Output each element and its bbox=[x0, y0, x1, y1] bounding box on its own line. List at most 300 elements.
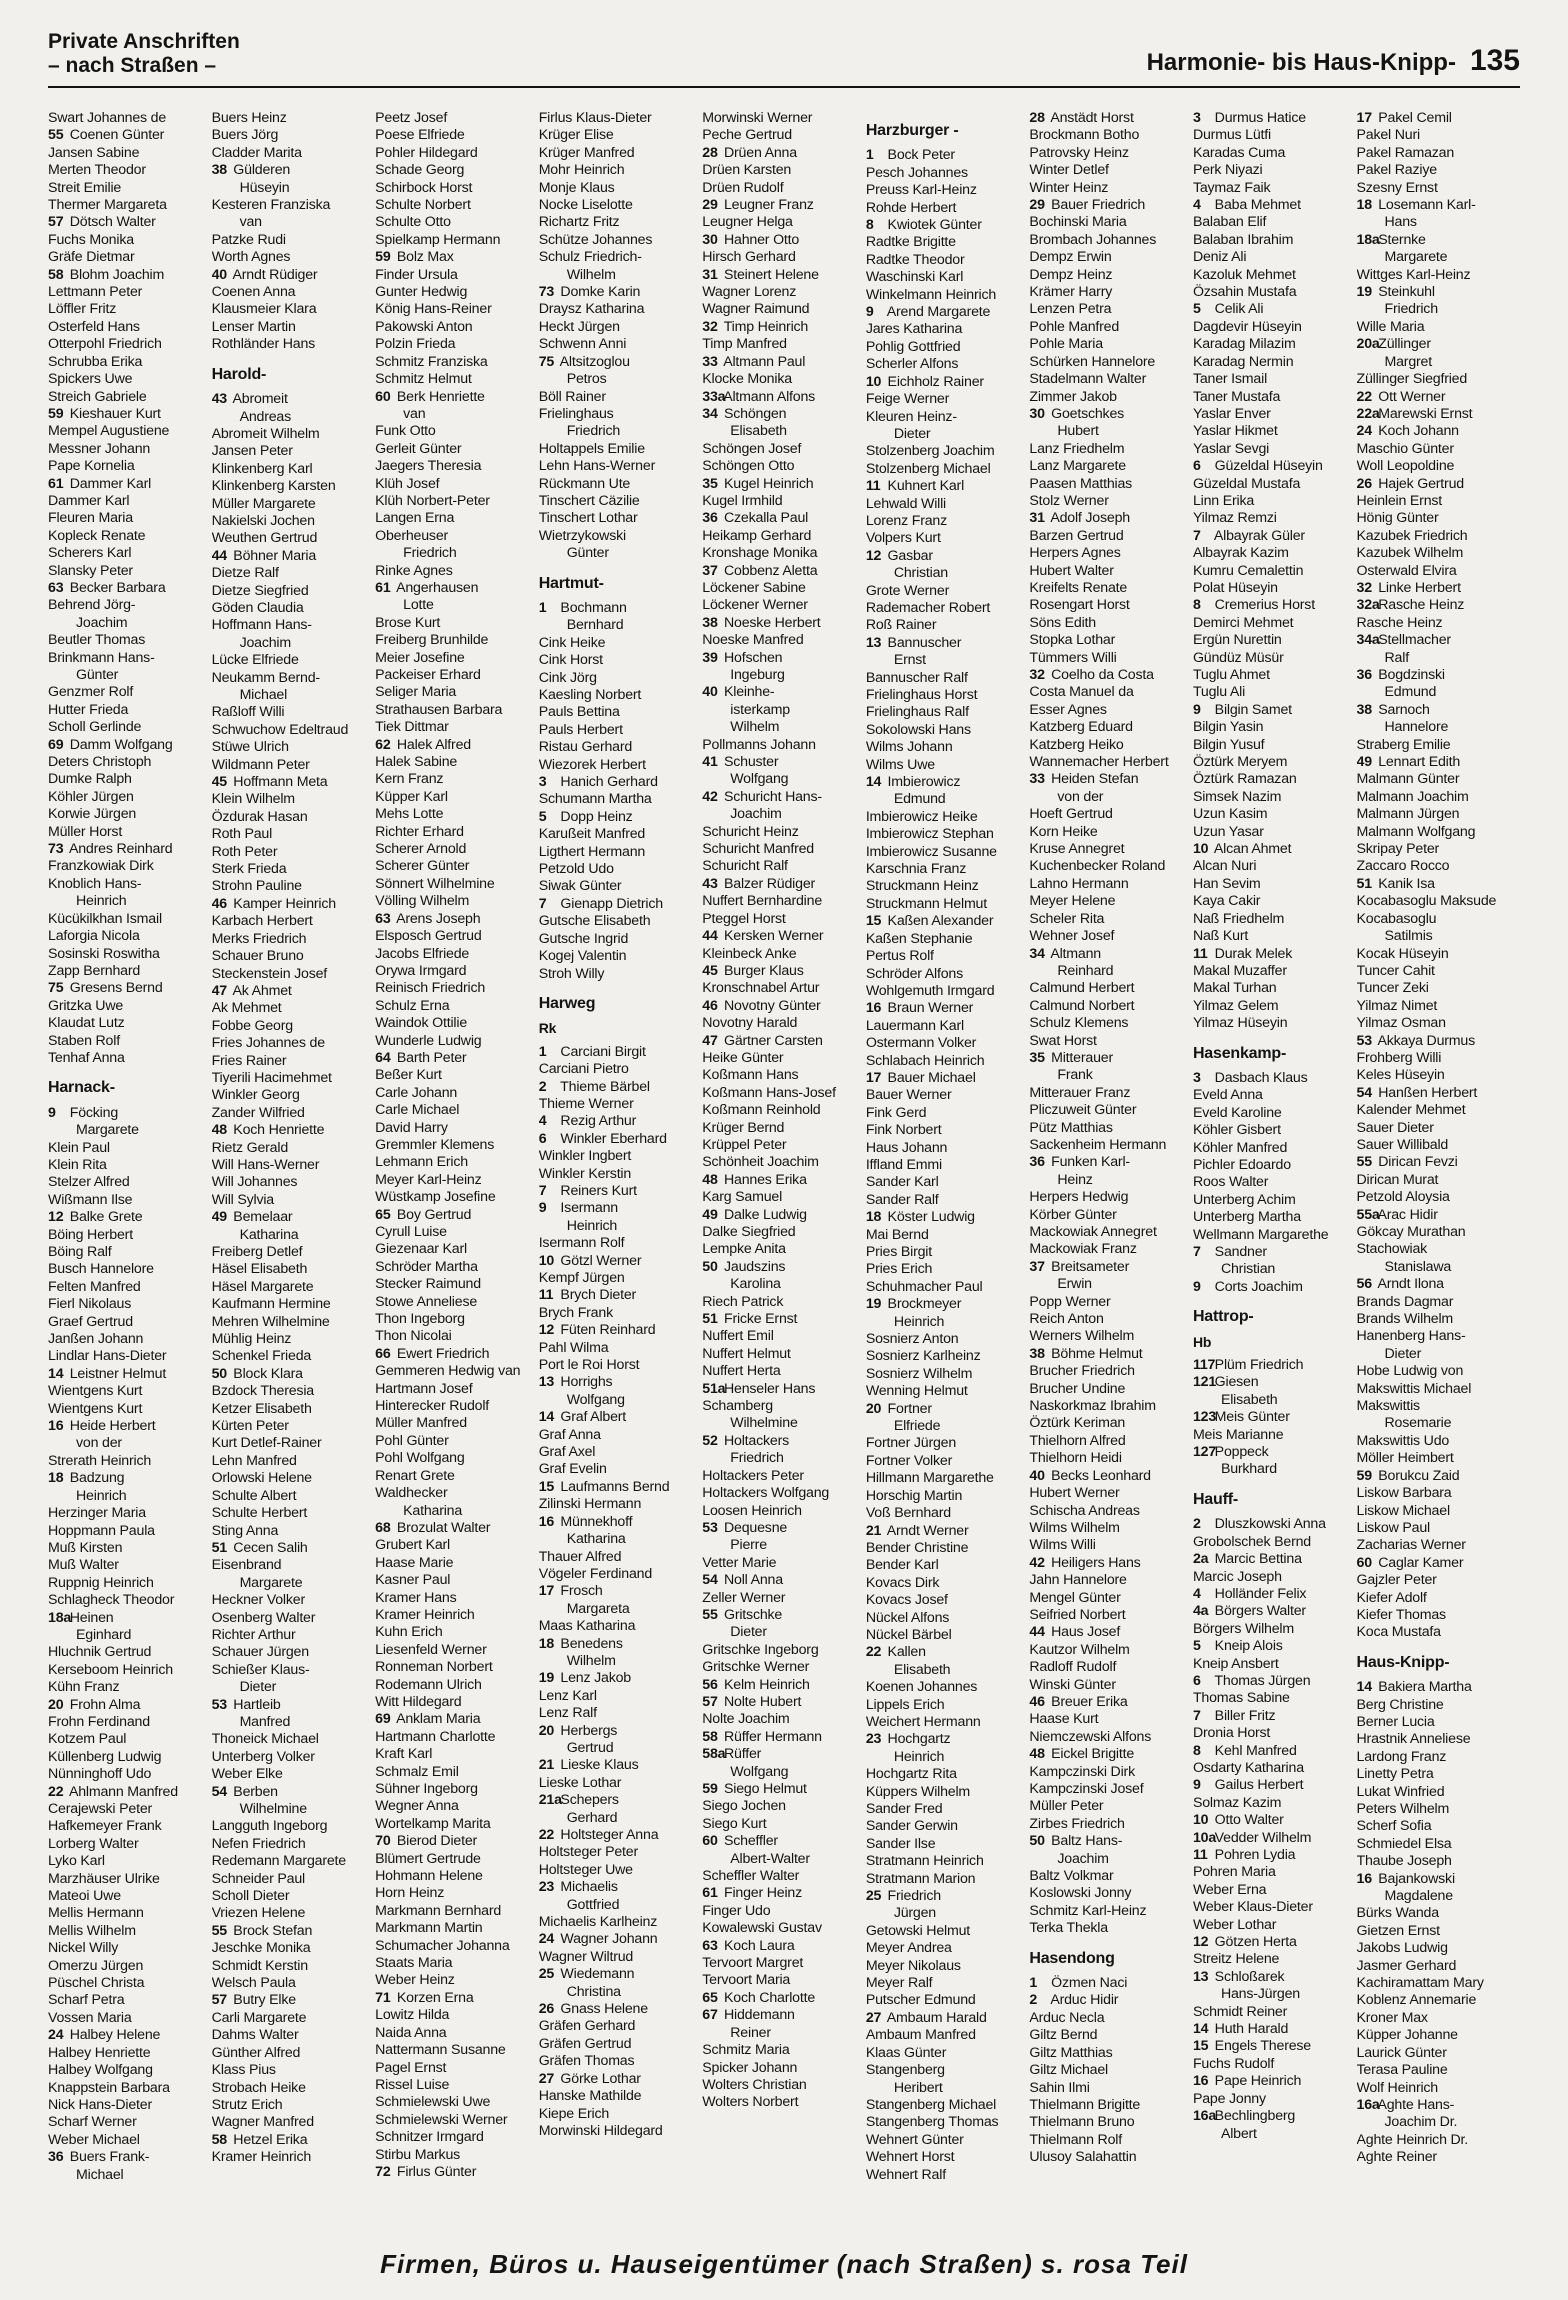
resident-entry: Liskow Barbara bbox=[1356, 1485, 1452, 1502]
resident-entry: Kneip Ansbert bbox=[1192, 1655, 1279, 1672]
resident-entry: Stowe Anneliese bbox=[375, 1293, 478, 1310]
resident-entry: Schamberg bbox=[702, 1398, 774, 1415]
resident-entry bbox=[702, 1746, 858, 1763]
resident-entry: Deniz Ali bbox=[1192, 249, 1247, 266]
resident-entry: Raßloff Willi bbox=[211, 704, 285, 721]
resident-name: Dötsch Walter bbox=[66, 214, 156, 231]
resident-entry: Drüen Karsten bbox=[702, 162, 792, 179]
house-number: 10 bbox=[1192, 1812, 1209, 1829]
resident-name: Blohm Joachim bbox=[66, 266, 165, 283]
resident-entry: Pohl Günter bbox=[375, 1432, 449, 1449]
resident-entry: Osterfeld Hans bbox=[48, 318, 140, 335]
resident-name: Friedrich bbox=[883, 1888, 941, 1905]
resident-entry: Koblenz Annemarie bbox=[1356, 1992, 1477, 2009]
entry-continuation: Margarete bbox=[239, 1574, 303, 1591]
resident-name: Börgers Walter bbox=[1210, 1603, 1306, 1620]
resident-name: Steinert Helene bbox=[720, 266, 819, 283]
section-title-line1: Private Anschriften bbox=[48, 30, 240, 53]
resident-entry bbox=[1193, 1638, 1349, 1655]
resident-entry: Schulz Erna bbox=[375, 997, 450, 1014]
resident-entry: Holtackers Wolfgang bbox=[702, 1485, 830, 1502]
resident-entry: Sönnert Wilhelmine bbox=[375, 875, 495, 892]
resident-name: Aghte Hans- bbox=[1374, 2096, 1455, 2113]
resident-entry: Tinschert Cäzilie bbox=[538, 492, 640, 509]
resident-entry: Wolf Heinrich bbox=[1356, 2079, 1438, 2096]
resident-entry bbox=[1193, 1444, 1349, 1461]
resident-entry: Naida Anna bbox=[375, 2024, 447, 2041]
resident-entry: Keles Hüseyin bbox=[1356, 1067, 1445, 1084]
resident-entry: Richter Arthur bbox=[211, 1626, 296, 1643]
resident-name: Hetzel Erika bbox=[229, 2131, 308, 2148]
resident-entry: Costa Manuel da bbox=[1029, 684, 1134, 701]
resident-entry bbox=[1193, 946, 1349, 963]
house-number: 32 bbox=[702, 318, 718, 335]
resident-entry: Pries Birgit bbox=[865, 1244, 933, 1260]
resident-name: Koch Johann bbox=[1374, 423, 1459, 440]
resident-entry: Iffland Emmi bbox=[865, 1156, 942, 1173]
resident-entry: Mehren Wilhelmine bbox=[211, 1313, 330, 1330]
resident-entry bbox=[702, 1520, 858, 1537]
resident-entry: Lehn Hans-Werner bbox=[538, 458, 656, 475]
resident-name: Kelm Heinrich bbox=[720, 1676, 810, 1693]
resident-entry: Wolters Christian bbox=[702, 2076, 807, 2093]
resident-entry: Lorberg Walter bbox=[48, 1835, 139, 1852]
resident-entry: Stangenberg bbox=[865, 2062, 945, 2079]
resident-entry: Merten Theodor bbox=[48, 162, 146, 179]
resident-entry: Kroner Max bbox=[1356, 2009, 1428, 2026]
house-number: 29 bbox=[1029, 197, 1045, 214]
resident-entry: Lenz Karl bbox=[538, 1687, 597, 1704]
resident-entry bbox=[1193, 110, 1349, 127]
entry-continuation: Elisabeth bbox=[730, 423, 787, 440]
resident-entry bbox=[1193, 1934, 1349, 1951]
resident-name: Arac Hidir bbox=[1374, 1206, 1438, 1223]
house-number: 43 bbox=[211, 391, 227, 408]
resident-entry: Weuthen Gertrud bbox=[211, 530, 318, 547]
resident-name: Kneip Alois bbox=[1210, 1638, 1283, 1655]
house-number: 27 bbox=[538, 2070, 555, 2087]
resident-entry: Nuffert Helmut bbox=[702, 1345, 791, 1362]
resident-entry: Hochgartz Rita bbox=[865, 1766, 957, 1783]
house-number: 7 bbox=[1192, 527, 1201, 544]
resident-entry bbox=[1193, 1969, 1349, 1986]
resident-entry: Bender Christine bbox=[865, 1539, 969, 1556]
resident-entry: Calmund Herbert bbox=[1029, 980, 1135, 997]
resident-entry: Hubert Werner bbox=[1029, 1485, 1120, 1502]
resident-entry: Linetty Petra bbox=[1356, 1766, 1434, 1783]
resident-entry bbox=[1193, 1708, 1349, 1725]
resident-entry: Witt Hildegard bbox=[375, 1693, 462, 1710]
resident-entry: Karadas Cuma bbox=[1192, 144, 1286, 161]
resident-entry: Thoneick Michael bbox=[211, 1731, 319, 1748]
house-number: 17 bbox=[538, 1583, 555, 1600]
entry-continuation: Joachim bbox=[1057, 1850, 1109, 1867]
resident-entry bbox=[1357, 1871, 1513, 1888]
resident-entry bbox=[48, 1610, 204, 1627]
resident-entry bbox=[702, 1833, 858, 1850]
entry-continuation: Heinrich bbox=[76, 1487, 127, 1504]
resident-entry: Tiyerili Hacimehmet bbox=[211, 1069, 332, 1086]
resident-name: Kaßen Alexander bbox=[883, 913, 994, 930]
resident-entry: Niemczewski Alfons bbox=[1029, 1728, 1152, 1745]
entry-continuation: Hubert bbox=[1057, 423, 1099, 440]
resident-entry bbox=[539, 1287, 695, 1304]
resident-entry bbox=[702, 1572, 858, 1589]
resident-entry: Malmann Wolfgang bbox=[1356, 823, 1476, 840]
resident-entry: Markmann Bernhard bbox=[375, 1902, 502, 1919]
resident-entry bbox=[1193, 1357, 1349, 1374]
resident-entry bbox=[1193, 1830, 1349, 1847]
resident-entry: Löffler Fritz bbox=[48, 301, 117, 318]
resident-entry: Pollmanns Johann bbox=[702, 736, 816, 753]
house-number: 9 bbox=[1192, 1777, 1201, 1794]
resident-entry: Meyer Helene bbox=[1029, 893, 1116, 910]
house-number: 41 bbox=[702, 754, 718, 771]
resident-entry bbox=[1357, 876, 1513, 893]
resident-entry: Pakel Raziye bbox=[1356, 162, 1437, 179]
resident-entry: Dalke Siegfried bbox=[702, 1224, 796, 1240]
house-number: 61 bbox=[702, 1885, 718, 1902]
house-number: 117 bbox=[1192, 1357, 1216, 1374]
resident-entry: Lorenz Franz bbox=[865, 512, 947, 529]
resident-name: Brozulat Walter bbox=[393, 1519, 491, 1536]
resident-name: Bechlingberg bbox=[1210, 2108, 1296, 2125]
resident-entry: Woll Leopoldine bbox=[1356, 458, 1455, 475]
resident-entry: Ak Mehmet bbox=[211, 1000, 282, 1017]
resident-entry: Katzberg Eduard bbox=[1029, 719, 1133, 736]
resident-name: Heiligers Hans bbox=[1047, 1554, 1141, 1571]
resident-entry: Lieske Lothar bbox=[538, 1774, 622, 1791]
resident-entry bbox=[1193, 1812, 1349, 1829]
resident-entry bbox=[212, 1122, 368, 1139]
entry-continuation: Dieter bbox=[730, 1624, 767, 1641]
house-number: 38 bbox=[1029, 1345, 1045, 1362]
resident-entry: Schmidt Kerstin bbox=[211, 1957, 308, 1974]
resident-entry bbox=[1357, 2097, 1513, 2114]
resident-name: Gienapp Dietrich bbox=[556, 895, 663, 912]
resident-entry: Naß Friedhelm bbox=[1192, 910, 1285, 927]
resident-entry: Carle Michael bbox=[375, 1102, 460, 1119]
resident-entry: Thon Ingeborg bbox=[375, 1311, 465, 1328]
resident-entry: Weber Elke bbox=[211, 1766, 283, 1783]
resident-entry: Vriezen Helene bbox=[211, 1905, 306, 1922]
resident-name: Graf Albert bbox=[556, 1409, 627, 1426]
resident-entry: Yilmaz Remzi bbox=[1192, 510, 1277, 527]
resident-entry: Hobe Ludwig von bbox=[1356, 1363, 1464, 1380]
resident-entry: Winkelmann Heinrich bbox=[865, 286, 997, 303]
resident-entry: Waschinski Karl bbox=[865, 269, 964, 286]
entry-continuation: Erwin bbox=[1057, 1276, 1092, 1293]
resident-name: Baltz Hans- bbox=[1047, 1833, 1123, 1850]
resident-entry: Mellis Wilhelm bbox=[48, 1922, 136, 1939]
resident-name: Cremerius Horst bbox=[1210, 597, 1315, 614]
resident-entry: Koca Mustafa bbox=[1356, 1624, 1441, 1641]
resident-entry: Kuhn Erich bbox=[375, 1624, 443, 1641]
resident-entry bbox=[1029, 197, 1185, 214]
resident-entry: Staben Rolf bbox=[48, 1032, 120, 1049]
entry-continuation: Pierre bbox=[730, 1537, 767, 1554]
house-number: 18 bbox=[48, 1470, 64, 1487]
resident-entry: Albayrak Kazim bbox=[1192, 545, 1289, 562]
resident-entry: Weber Heinz bbox=[375, 1972, 455, 1989]
resident-entry: Schulte Otto bbox=[375, 214, 451, 231]
resident-entry: Yilmaz Hüseyin bbox=[1192, 1015, 1288, 1032]
house-number: 47 bbox=[702, 1032, 718, 1049]
resident-entry: Reinisch Friedrich bbox=[375, 980, 486, 997]
resident-entry: Kocabasoglu Maksude bbox=[1356, 893, 1497, 910]
resident-entry bbox=[702, 650, 858, 667]
resident-entry: Freiberg Detlef bbox=[211, 1244, 303, 1260]
resident-name: Cobbenz Aletta bbox=[720, 562, 818, 579]
resident-entry: Pütz Matthias bbox=[1029, 1119, 1113, 1136]
resident-name: Haus Josef bbox=[1047, 1624, 1121, 1641]
resident-entry bbox=[212, 774, 368, 791]
resident-name: Altmann Alfons bbox=[720, 388, 816, 405]
resident-entry: Omerzu Jürgen bbox=[48, 1957, 144, 1974]
resident-entry: Yilmaz Osman bbox=[1356, 1015, 1446, 1032]
house-number: 69 bbox=[48, 736, 64, 753]
resident-entry: Stopka Lothar bbox=[1029, 632, 1116, 649]
resident-entry: Schulte Herbert bbox=[211, 1505, 308, 1522]
resident-entry bbox=[702, 876, 858, 893]
directory-column-2 bbox=[212, 110, 376, 2248]
entry-continuation: Edmund bbox=[1384, 684, 1437, 701]
resident-entry: Balaban Elif bbox=[1192, 214, 1267, 231]
resident-entry: Ruppnig Heinrich bbox=[48, 1574, 154, 1591]
resident-entry: Riech Patrick bbox=[702, 1293, 784, 1310]
resident-name: Gülderen bbox=[229, 162, 291, 179]
house-number: 22 bbox=[48, 1783, 64, 1800]
resident-entry: Waindok Ottilie bbox=[375, 1015, 468, 1032]
resident-entry: Fuchs Rudolf bbox=[1192, 2055, 1275, 2072]
resident-entry bbox=[48, 580, 204, 597]
house-number: 55 bbox=[1356, 1154, 1372, 1171]
resident-entry: Klass Pius bbox=[211, 2062, 276, 2079]
resident-entry bbox=[866, 1888, 1022, 1905]
resident-entry: Siego Jochen bbox=[702, 1798, 786, 1815]
resident-name: Poppeck bbox=[1210, 1444, 1269, 1461]
resident-entry bbox=[212, 162, 368, 179]
resident-entry bbox=[1193, 1777, 1349, 1794]
resident-entry: Scholl Gerlinde bbox=[48, 719, 142, 736]
resident-entry bbox=[48, 214, 204, 231]
resident-entry: Deters Christoph bbox=[48, 754, 152, 771]
resident-entry: Stratmann Marion bbox=[865, 1870, 976, 1887]
house-number: 51 bbox=[211, 1539, 227, 1556]
resident-entry: Frielinghaus Horst bbox=[865, 687, 978, 703]
resident-entry bbox=[866, 374, 1022, 391]
resident-entry: Karbach Herbert bbox=[211, 913, 313, 930]
resident-entry: Packeiser Erhard bbox=[375, 667, 481, 683]
resident-entry: Jansen Sabine bbox=[48, 144, 140, 161]
resident-entry bbox=[702, 406, 858, 423]
resident-entry: Mühlig Heinz bbox=[211, 1331, 292, 1348]
resident-entry bbox=[212, 391, 368, 408]
resident-entry: Hluchnik Gertrud bbox=[48, 1644, 152, 1661]
resident-entry bbox=[48, 1209, 204, 1226]
resident-name: Hanich Gerhard bbox=[556, 774, 658, 791]
resident-entry bbox=[48, 1697, 204, 1714]
resident-entry bbox=[866, 1296, 1022, 1313]
resident-entry: Nefen Friedrich bbox=[211, 1835, 306, 1852]
house-number: 28 bbox=[1029, 110, 1045, 126]
house-number: 7 bbox=[1192, 1244, 1201, 1260]
resident-entry bbox=[702, 928, 858, 945]
resident-entry: Pape Jonny bbox=[1192, 2090, 1266, 2107]
resident-entry: Sander Gerwin bbox=[865, 1818, 958, 1835]
house-number: 63 bbox=[702, 1937, 718, 1954]
resident-name: Holländer Felix bbox=[1210, 1585, 1307, 1602]
entry-continuation: Dieter bbox=[893, 425, 931, 442]
resident-entry: Barzen Gertrud bbox=[1029, 527, 1124, 544]
entry-continuation: Christina bbox=[566, 1983, 621, 2000]
entry-continuation: Friedrich bbox=[1384, 301, 1438, 318]
entry-continuation: Lotte bbox=[403, 597, 434, 614]
house-number: 127 bbox=[1192, 1444, 1217, 1461]
entry-continuation: Heinrich bbox=[893, 1748, 945, 1765]
house-number: 49 bbox=[211, 1209, 227, 1226]
resident-name: Thomas Jürgen bbox=[1210, 1672, 1311, 1689]
resident-name: Angerhausen bbox=[393, 579, 479, 596]
resident-entry: Petzold Udo bbox=[538, 861, 614, 878]
resident-entry bbox=[1029, 406, 1185, 423]
resident-entry: Rückmann Ute bbox=[538, 475, 631, 492]
resident-entry: Jeschke Monika bbox=[211, 1940, 311, 1957]
resident-entry: Nuffert Herta bbox=[702, 1363, 781, 1380]
resident-entry: Kesteren Franziska bbox=[211, 197, 331, 214]
resident-entry bbox=[1357, 476, 1513, 493]
resident-entry: Pohlig Gottfried bbox=[865, 338, 961, 355]
house-number: 60 bbox=[375, 388, 391, 405]
resident-entry bbox=[702, 563, 858, 580]
directory-columns bbox=[48, 110, 1520, 2248]
resident-entry: Swat Horst bbox=[1029, 1032, 1097, 1049]
resident-entry: Brands Wilhelm bbox=[1356, 1311, 1454, 1328]
house-number: 16 bbox=[865, 1000, 882, 1017]
resident-entry: Korwie Jürgen bbox=[48, 806, 137, 823]
resident-name: Firlus Günter bbox=[393, 2163, 477, 2180]
resident-entry: Solmaz Kazim bbox=[1192, 1794, 1282, 1811]
resident-entry: Pohren Maria bbox=[1192, 1864, 1276, 1881]
resident-name: Görke Lothar bbox=[556, 2070, 641, 2087]
house-number: 7 bbox=[538, 1182, 547, 1199]
resident-entry bbox=[702, 232, 858, 249]
resident-entry: Maschio Günter bbox=[1356, 440, 1454, 457]
resident-entry: Karg Samuel bbox=[702, 1189, 783, 1206]
resident-entry: Müller Manfred bbox=[375, 1415, 467, 1432]
entry-continuation: van bbox=[239, 214, 262, 231]
entry-continuation: Elisabeth bbox=[893, 1661, 951, 1678]
resident-entry bbox=[539, 1253, 695, 1270]
resident-entry: Lehn Manfred bbox=[211, 1452, 297, 1469]
resident-entry: Mackowiak Annegret bbox=[1029, 1224, 1157, 1240]
resident-entry: Yilmaz Nimet bbox=[1356, 997, 1438, 1014]
entry-continuation: Heinrich bbox=[566, 1217, 618, 1234]
resident-entry: Brose Kurt bbox=[375, 614, 441, 631]
house-number: 18a bbox=[1356, 231, 1380, 248]
resident-entry: Jares Katharina bbox=[865, 321, 963, 338]
resident-entry: Stadelmann Walter bbox=[1029, 371, 1147, 388]
resident-entry: Sander Fred bbox=[865, 1801, 943, 1817]
resident-entry: Dempz Erwin bbox=[1029, 249, 1112, 266]
resident-entry: Streich Gabriele bbox=[48, 388, 147, 405]
resident-entry: Janßen Johann bbox=[48, 1331, 144, 1348]
resident-entry bbox=[866, 1523, 1022, 1540]
entry-continuation: Hüseyin bbox=[239, 179, 290, 196]
resident-name: Arend Margarete bbox=[883, 304, 991, 321]
resident-entry bbox=[375, 1050, 531, 1067]
resident-entry: Fries Rainer bbox=[211, 1052, 287, 1069]
resident-name: Dopp Heinz bbox=[556, 808, 633, 825]
resident-name: Ewert Friedrich bbox=[393, 1345, 490, 1362]
house-number: 59 bbox=[1356, 1467, 1372, 1484]
house-number: 59 bbox=[48, 405, 64, 422]
resident-entry: Poese Elfriede bbox=[375, 127, 465, 144]
resident-entry: Merks Friedrich bbox=[211, 930, 307, 947]
street-heading: Harzburger - bbox=[865, 122, 959, 139]
entry-continuation: Heinrich bbox=[893, 1313, 945, 1330]
resident-name: Münnekhoff bbox=[556, 1513, 633, 1530]
resident-entry: Gündüz Müsür bbox=[1192, 649, 1284, 666]
house-number: 45 bbox=[702, 962, 718, 979]
resident-entry bbox=[539, 1079, 695, 1096]
resident-entry bbox=[375, 1207, 531, 1224]
resident-entry: Herpers Agnes bbox=[1029, 545, 1121, 562]
resident-entry: Will Sylvia bbox=[211, 1191, 274, 1208]
resident-entry: Wientgens Kurt bbox=[48, 1400, 143, 1417]
resident-entry: Löckener Sabine bbox=[702, 579, 806, 596]
resident-entry bbox=[1193, 1847, 1349, 1864]
resident-entry: Tenhaf Anna bbox=[48, 1049, 125, 1066]
resident-name: Fricke Ernst bbox=[720, 1311, 798, 1328]
resident-entry: Nattermann Susanne bbox=[375, 2042, 506, 2059]
resident-entry: Karadag Nermin bbox=[1192, 353, 1294, 370]
resident-entry: Fortner Jürgen bbox=[865, 1435, 957, 1452]
resident-entry bbox=[866, 913, 1022, 930]
resident-entry: Preuss Karl-Heinz bbox=[865, 182, 977, 199]
resident-entry: Heinlein Ernst bbox=[1356, 492, 1443, 509]
entry-continuation: Wilhelmine bbox=[239, 1801, 307, 1817]
section-title-line2: – nach Straßen – bbox=[48, 54, 217, 77]
resident-name: Wagner Johann bbox=[556, 1931, 658, 1948]
resident-name: Durmus Hatice bbox=[1210, 110, 1306, 126]
resident-entry: Firlus Klaus-Dieter bbox=[538, 110, 652, 126]
resident-entry: Sterk Frieda bbox=[211, 861, 287, 878]
resident-entry: Gräfen Thomas bbox=[538, 2053, 635, 2070]
resident-entry: Meyer Andrea bbox=[865, 1940, 952, 1957]
resident-name: Koch Charlotte bbox=[720, 1989, 816, 2006]
resident-name: Biller Fritz bbox=[1210, 1707, 1276, 1724]
resident-entry bbox=[1193, 2038, 1349, 2055]
house-number: 38 bbox=[211, 162, 227, 179]
house-number: 46 bbox=[702, 997, 718, 1014]
entry-continuation: Günter bbox=[76, 667, 119, 683]
resident-name: Adolf Joseph bbox=[1047, 510, 1130, 527]
resident-entry: Schauer Bruno bbox=[211, 948, 304, 965]
house-number: 50 bbox=[211, 1365, 227, 1382]
resident-entry: Sauer Dieter bbox=[1356, 1119, 1434, 1136]
resident-entry: Wellmann Margarethe bbox=[1192, 1226, 1329, 1243]
entry-continuation: Wilhelmine bbox=[730, 1415, 798, 1432]
house-number: 56 bbox=[1356, 1276, 1372, 1293]
resident-name: Schöngen bbox=[720, 405, 787, 422]
house-number: 5 bbox=[1192, 1638, 1201, 1655]
house-number: 30 bbox=[702, 231, 718, 248]
resident-entry bbox=[539, 354, 695, 371]
resident-entry: Bochinski Maria bbox=[1029, 214, 1127, 231]
resident-entry: Lenz Ralf bbox=[538, 1705, 597, 1722]
resident-entry: Lempke Anita bbox=[702, 1241, 786, 1258]
